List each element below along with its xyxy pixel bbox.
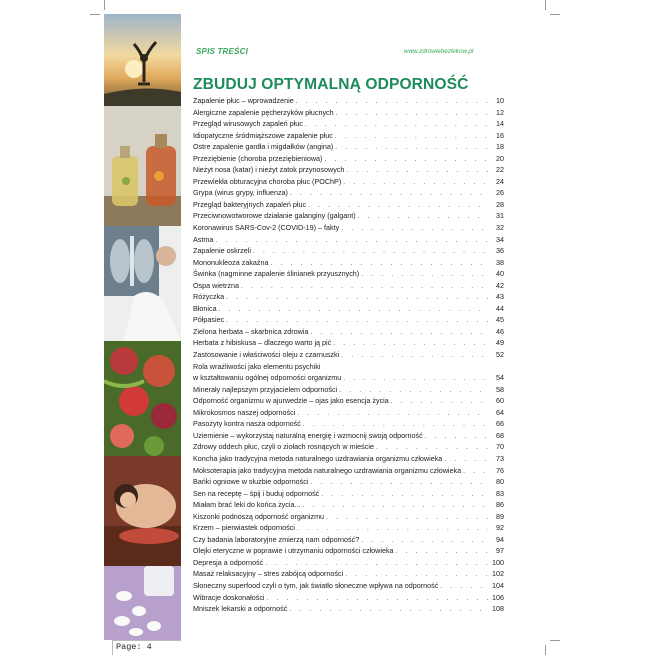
toc-entry-title: Zielona herbata – skarbnica zdrowia — [193, 326, 309, 336]
website-url: www.zdrowiebezlekow.pl — [404, 48, 474, 55]
toc-entry-page: 31 — [496, 211, 504, 221]
toc-entry-title: Zdrowy oddech płuc, czyli o ziołach rosnących w mieście — [193, 442, 374, 452]
toc-entry-title: Moksoterapia jako tradycyjna metoda naturalnego uzdrawiania organizmu człowieka — [193, 465, 462, 475]
toc-entry-page: 108 — [492, 604, 504, 614]
toc-entry-page: 24 — [496, 176, 504, 186]
toc-entry-page: 16 — [496, 130, 504, 140]
toc-entry-page: 34 — [496, 234, 504, 244]
toc-entry-title: Olejki eteryczne w poprawie i utrzymaniu odporności człowieka — [193, 546, 394, 556]
toc-entry — [193, 164, 504, 176]
toc-entry-page: 10 — [496, 96, 504, 105]
toc-entry-page: 40 — [496, 269, 504, 279]
toc-entry-page: 58 — [496, 384, 504, 394]
toc-entry-title: Zapalenie oskrzeli — [193, 246, 251, 256]
toc-entry-page: 54 — [496, 373, 504, 383]
toc-entry — [193, 407, 504, 419]
toc-entry-title: w kształtowaniu ogólnej odporności organizmu — [193, 373, 342, 383]
toc-entry-title: Przeziębienie (choroba przeziębieniowa) — [193, 153, 323, 163]
toc-entry — [193, 384, 504, 396]
page-label: Page: 4 — [116, 642, 152, 652]
toc-entry-title: Alergiczne zapalenie pęcherzyków płucnych — [193, 107, 334, 117]
toc-entry-title: Mniszek lekarski a odporność — [193, 604, 288, 614]
toc-entry-page: 45 — [496, 315, 504, 325]
toc-entry-title: Różyczka — [193, 292, 225, 302]
toc-entry-page: 73 — [496, 453, 504, 463]
crop-mark — [90, 14, 100, 15]
toc-entry-title: Słoneczny superfood czyli o tym, jak światło słoneczne wpływa na odporność — [193, 580, 439, 590]
toc-entry — [193, 511, 504, 523]
crop-mark — [550, 640, 560, 641]
toc-entry-page: 83 — [496, 488, 504, 498]
toc-entry-title: Sen na receptę – śpij i buduj odporność — [193, 488, 320, 498]
toc-entry — [193, 314, 504, 326]
toc-entry-title: Wibracje doskonałości — [193, 592, 265, 602]
toc-entry-page: 60 — [496, 396, 504, 406]
toc-entry — [193, 245, 504, 257]
toc-entry — [193, 210, 504, 222]
toc-entry-title: Rola wrażliwości jako elementu psychiki — [193, 361, 321, 371]
table-of-contents — [193, 95, 504, 615]
toc-entry-page: 28 — [496, 199, 504, 209]
toc-entry-title: Masaż relaksacyjny – stres zabójcą odporności — [193, 569, 344, 579]
crop-mark — [545, 645, 546, 655]
toc-entry-title: Depresja a odporność — [193, 557, 264, 567]
toc-entry-page: 76 — [496, 465, 504, 475]
toc-entry-page: 26 — [496, 188, 504, 198]
toc-entry — [193, 107, 504, 119]
toc-entry-title: Czy badania laboratoryjne zmierzą nam odporność? — [193, 534, 360, 544]
toc-entry — [193, 361, 504, 373]
crop-mark — [545, 0, 546, 10]
toc-entry — [193, 522, 504, 534]
toc-entry-title: Nieżyt nosa (katar) i nieżyt zatok przynosowych — [193, 165, 345, 175]
toc-entry-title: Zastosowanie i właściwości oleju z czarnuszki — [193, 350, 340, 360]
toc-entry-title: Uziemienie – wykorzystaj naturalną energię i wzmocnij swoją odporność — [193, 430, 423, 440]
toc-entry-title: Zapalenie płuc – wprowadzenie — [193, 96, 294, 105]
toc-entry-title: Miałam brać leki do końca życia... — [193, 500, 301, 510]
toc-entry — [193, 130, 504, 142]
toc-entry — [193, 176, 504, 188]
toc-entry-page: 86 — [496, 500, 504, 510]
toc-entry-title: Mikrokosmos naszej odporności — [193, 407, 296, 417]
toc-entry — [193, 568, 504, 580]
toc-entry — [193, 534, 504, 546]
toc-entry-title: Przegląd wirusowych zapaleń płuc — [193, 119, 303, 129]
toc-entry-title: Herbata z hibiskusa – dlaczego warto ją pić — [193, 338, 332, 348]
toc-entry — [193, 291, 504, 303]
toc-entry — [193, 580, 504, 592]
toc-entry-title: Grypa (wirus grypy, influenza) — [193, 188, 288, 198]
toc-entry — [193, 476, 504, 488]
toc-entry-title: Przeciwnowotworowe działanie galanginy (galgant) — [193, 211, 356, 221]
toc-entry-title: Koncha jako tradycyjna metoda naturalnego uzdrawiania organizmu człowieka — [193, 453, 443, 463]
toc-entry — [193, 395, 504, 407]
toc-entry-page: 68 — [496, 430, 504, 440]
toc-entry-title: Mononukleoza zakaźna — [193, 257, 269, 267]
toc-entry-title: Minerały najlepszym przyjacielem odporności — [193, 384, 338, 394]
toc-entry-page: 92 — [496, 523, 504, 533]
toc-entry-page: 106 — [492, 592, 504, 602]
toc-entry-page: 42 — [496, 280, 504, 290]
toc-entry — [193, 268, 504, 280]
photo-oil-bottles — [104, 106, 181, 226]
toc-entry-page: 20 — [496, 153, 504, 163]
photo-strip — [104, 14, 181, 640]
toc-entry — [193, 545, 504, 557]
toc-entry-title: Idiopatyczne śródmiąższowe zapalenie płuc — [193, 130, 333, 140]
toc-entry-page: 52 — [496, 350, 504, 360]
toc-entry — [193, 222, 504, 234]
toc-entry-title: Krzem – pierwiastek odporności — [193, 523, 295, 533]
toc-entry — [193, 280, 504, 292]
toc-entry-page: 104 — [492, 580, 504, 590]
toc-entry — [193, 557, 504, 569]
toc-entry-title: Pasożyty kontra nasza odporność — [193, 419, 301, 429]
toc-entry-page: 100 — [492, 557, 504, 567]
toc-entry — [193, 453, 504, 465]
toc-entry-page: 18 — [496, 142, 504, 152]
crop-mark — [550, 14, 560, 15]
toc-entry — [193, 337, 504, 349]
photo-salad-figs — [104, 341, 181, 456]
section-label: SPIS TREŚCI — [196, 47, 248, 56]
toc-entry-page: 38 — [496, 257, 504, 267]
toc-entry-page: 43 — [496, 292, 504, 302]
toc-entry-page: 32 — [496, 223, 504, 233]
toc-entry — [193, 465, 504, 477]
toc-entry-page: 94 — [496, 534, 504, 544]
toc-entry-page: 102 — [492, 569, 504, 579]
toc-entry — [193, 187, 504, 199]
toc-entry — [193, 95, 504, 107]
toc-entry-page: 97 — [496, 546, 504, 556]
toc-entry — [193, 303, 504, 315]
toc-entry-title: Ostre zapalenie gardła i migdałków (angina) — [193, 142, 334, 152]
toc-entry-page: 46 — [496, 326, 504, 336]
toc-entry — [193, 326, 504, 338]
toc-entry — [193, 499, 504, 511]
photo-white-pills — [104, 566, 181, 640]
photo-lungs-xray — [104, 226, 181, 341]
toc-leader-dots — [289, 604, 488, 616]
page-title: ZBUDUJ OPTYMALNĄ ODPORNOŚĆ — [193, 76, 469, 93]
toc-entry-title: Półpasiec — [193, 315, 225, 325]
toc-entry-page: 44 — [496, 303, 504, 313]
toc-entry — [193, 118, 504, 130]
toc-entry-title: Ospa wietrzna — [193, 280, 239, 290]
toc-entry — [193, 234, 504, 246]
toc-entry-title: Astma — [193, 234, 214, 244]
toc-entry — [193, 257, 504, 269]
toc-entry — [193, 430, 504, 442]
toc-entry-page: 12 — [496, 107, 504, 117]
toc-entry-page: 14 — [496, 119, 504, 129]
toc-entry-title: Przegląd bakteryjnych zapaleń płuc — [193, 199, 307, 209]
toc-entry-page: 22 — [496, 165, 504, 175]
toc-entry-title: Koronawirus SARS-Cov-2 (COVID-19) – fakty — [193, 223, 340, 233]
toc-entry — [193, 349, 504, 361]
toc-entry-title: Świnka (nagminne zapalenie ślinianek przyusznych) — [193, 269, 360, 279]
toc-entry-title: Błonica — [193, 303, 217, 313]
toc-entry-title: Przewlekła obturacyjna choroba płuc (POChP) — [193, 176, 342, 186]
toc-entry-page: 66 — [496, 419, 504, 429]
toc-entry — [193, 488, 504, 500]
photo-massage-relax — [104, 456, 181, 566]
toc-entry — [193, 372, 504, 384]
toc-entry — [193, 199, 504, 211]
toc-entry-page: 70 — [496, 442, 504, 452]
toc-entry — [193, 153, 504, 165]
toc-entry-title: Bańki ogniowe w służbie odporności — [193, 477, 309, 487]
crop-mark — [104, 0, 105, 10]
toc-entry — [193, 603, 504, 615]
toc-entry-page: 64 — [496, 407, 504, 417]
photo-sunset-meditation — [104, 14, 181, 106]
toc-entry-title: Odporność organizmu w ajurwedzie – ojas jako esencja życia — [193, 396, 389, 406]
toc-entry — [193, 418, 504, 430]
toc-entry — [193, 592, 504, 604]
toc-entry-page: 36 — [496, 246, 504, 256]
toc-entry-title: Kiszonki podnoszą odporność organizmu — [193, 511, 325, 521]
toc-entry — [193, 441, 504, 453]
toc-entry-page: 80 — [496, 477, 504, 487]
toc-entry-page: 89 — [496, 511, 504, 521]
toc-entry — [193, 141, 504, 153]
toc-entry-page: 49 — [496, 338, 504, 348]
